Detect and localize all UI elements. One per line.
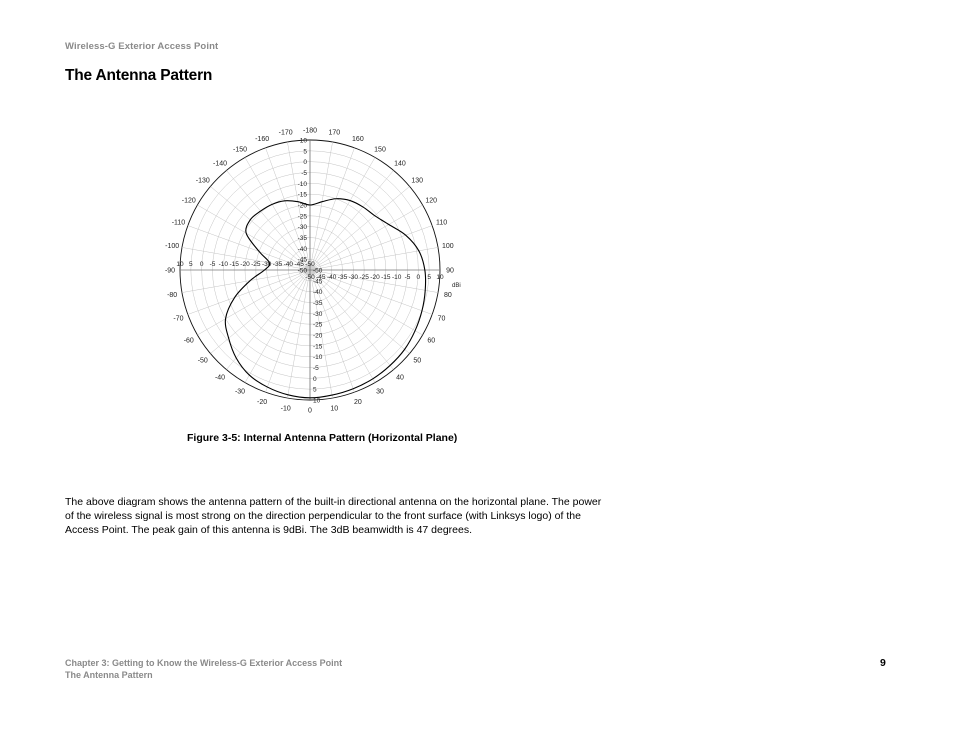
grid-spoke [266, 267, 310, 392]
running-head: Wireless-G Exterior Access Point [65, 41, 219, 52]
angle-label: -110 [171, 219, 186, 227]
radial-tick-label: -20 [240, 261, 250, 268]
angle-label: -40 [214, 374, 226, 382]
page-number: 9 [880, 657, 886, 669]
radial-tick-label: -35 [313, 300, 323, 307]
angle-label: -150 [232, 146, 248, 154]
radial-tick-label: -50 [305, 274, 315, 281]
angle-label: -170 [278, 129, 293, 137]
angle-label: -140 [213, 160, 228, 168]
radial-tick-label: -5 [404, 274, 411, 281]
angle-label: 70 [437, 315, 446, 323]
angle-label: 100 [442, 243, 454, 251]
radial-tick-label: 5 [189, 261, 193, 268]
radial-tick-label: -35 [337, 274, 348, 281]
unit-label: dBi [452, 283, 461, 289]
radial-tick-label: -30 [261, 261, 272, 268]
angle-label: -180 [302, 127, 318, 135]
radial-tick-label: 0 [416, 274, 421, 281]
radial-tick-label: -50 [305, 261, 315, 268]
radial-tick-label: -40 [326, 274, 337, 281]
radial-tick-label: -45 [294, 261, 304, 268]
footer-chapter: Chapter 3: Getting to Know the Wireless-G Exterior Access Point [65, 658, 343, 668]
radial-tick-label: -45 [297, 256, 307, 264]
footer [65, 657, 342, 681]
angle-label: -60 [183, 337, 194, 345]
radial-tick-label: -40 [283, 261, 294, 268]
angle-label: 30 [376, 388, 384, 396]
radial-tick-label: -30 [297, 224, 307, 232]
angle-label: 110 [435, 219, 448, 227]
angle-label: 120 [425, 197, 438, 205]
radial-tick-label: -30 [313, 310, 323, 318]
grid-spoke [310, 226, 432, 270]
radial-tick-label: 10 [313, 397, 321, 405]
radial-tick-label: 0 [303, 159, 307, 167]
radial-tick-label: -5 [313, 365, 319, 372]
figure-caption: Figure 3-5: Internal Antenna Pattern (Horizontal Plane) [187, 432, 458, 444]
radial-tick-label: -5 [301, 170, 307, 177]
radial-tick-label: -10 [391, 274, 402, 281]
angle-label: -10 [280, 405, 291, 413]
angle-label: 170 [328, 129, 341, 137]
radial-tick-label: 5 [313, 386, 317, 394]
angle-label: 80 [443, 291, 452, 299]
radial-tick-label: -20 [297, 202, 307, 210]
angle-label: -70 [173, 315, 184, 323]
grid-spoke [310, 148, 354, 270]
radial-tick-label: -25 [297, 213, 307, 221]
radial-tick-label: -25 [251, 261, 261, 268]
radial-tick-label: -10 [297, 180, 307, 188]
radial-tick-label: -40 [313, 289, 323, 297]
radial-tick-label: 10 [436, 274, 444, 281]
angle-label: -90 [164, 267, 176, 275]
radial-tick-label: -5 [209, 261, 216, 268]
angle-label: -130 [195, 177, 210, 185]
radial-tick-label: -50 [297, 267, 307, 275]
angle-label: 130 [411, 177, 424, 185]
radial-tick-label: -20 [370, 274, 380, 281]
angle-label: -80 [167, 291, 178, 299]
radial-tick-label: -20 [313, 332, 323, 340]
angle-label: 20 [353, 399, 362, 407]
radial-tick-label: 0 [313, 375, 317, 383]
radial-tick-label: 5 [303, 148, 307, 156]
footer-section: The Antenna Pattern [65, 670, 153, 680]
radial-tick-label: -10 [218, 261, 229, 268]
grid-spoke [188, 267, 310, 314]
radial-tick-label: -35 [297, 235, 307, 242]
angle-label: 140 [394, 160, 406, 168]
radial-tick-label: -15 [313, 343, 323, 351]
radial-tick-label: 10 [299, 137, 307, 145]
angle-label: 10 [330, 405, 339, 413]
radial-tick-label: -10 [313, 354, 323, 362]
polar-plot [150, 118, 470, 423]
radial-tick-label: -25 [313, 321, 323, 329]
angle-label: -30 [234, 388, 246, 396]
angle-label: 50 [413, 357, 422, 365]
angle-label: 40 [396, 374, 404, 382]
radial-tick-label: -15 [229, 261, 239, 268]
angle-label: 160 [352, 135, 364, 143]
radial-tick-label: -45 [316, 274, 326, 281]
angle-label: -100 [165, 243, 180, 251]
radial-tick-label: -25 [359, 274, 369, 281]
radial-tick-label: -40 [297, 245, 307, 253]
angle-label: 90 [446, 267, 454, 275]
radial-tick-label: -35 [272, 261, 283, 268]
antenna-pattern-chart [150, 118, 470, 423]
angle-label: 0 [308, 407, 312, 415]
radial-tick-label: -15 [381, 274, 391, 281]
section-title: The Antenna Pattern [65, 67, 213, 84]
body-paragraph: The above diagram shows the antenna pattern of the built-in directional antenna on the horizontal plane. The power of the wireless signal is most strong on the direction perpendicular to the front surface (with Linksys logo) of the Access Point. The peak gain of this antenna is 9dBi. The 3dB beamwidth is 47 degrees. [65, 496, 602, 536]
angle-label: -50 [197, 357, 208, 365]
radial-tick-label: -45 [313, 278, 323, 286]
radial-tick-label: -50 [313, 267, 323, 275]
radial-tick-label: -30 [348, 274, 359, 281]
radial-tick-label: 0 [199, 261, 204, 268]
radial-tick-label: 5 [427, 274, 431, 281]
radial-tick-label: 10 [176, 261, 184, 268]
radial-tick-label: -15 [297, 191, 307, 199]
angle-label: 60 [427, 337, 436, 345]
angle-label: -20 [257, 399, 268, 407]
angle-label: 150 [374, 146, 386, 154]
angle-label: -120 [181, 197, 196, 205]
angle-label: -160 [255, 135, 270, 143]
